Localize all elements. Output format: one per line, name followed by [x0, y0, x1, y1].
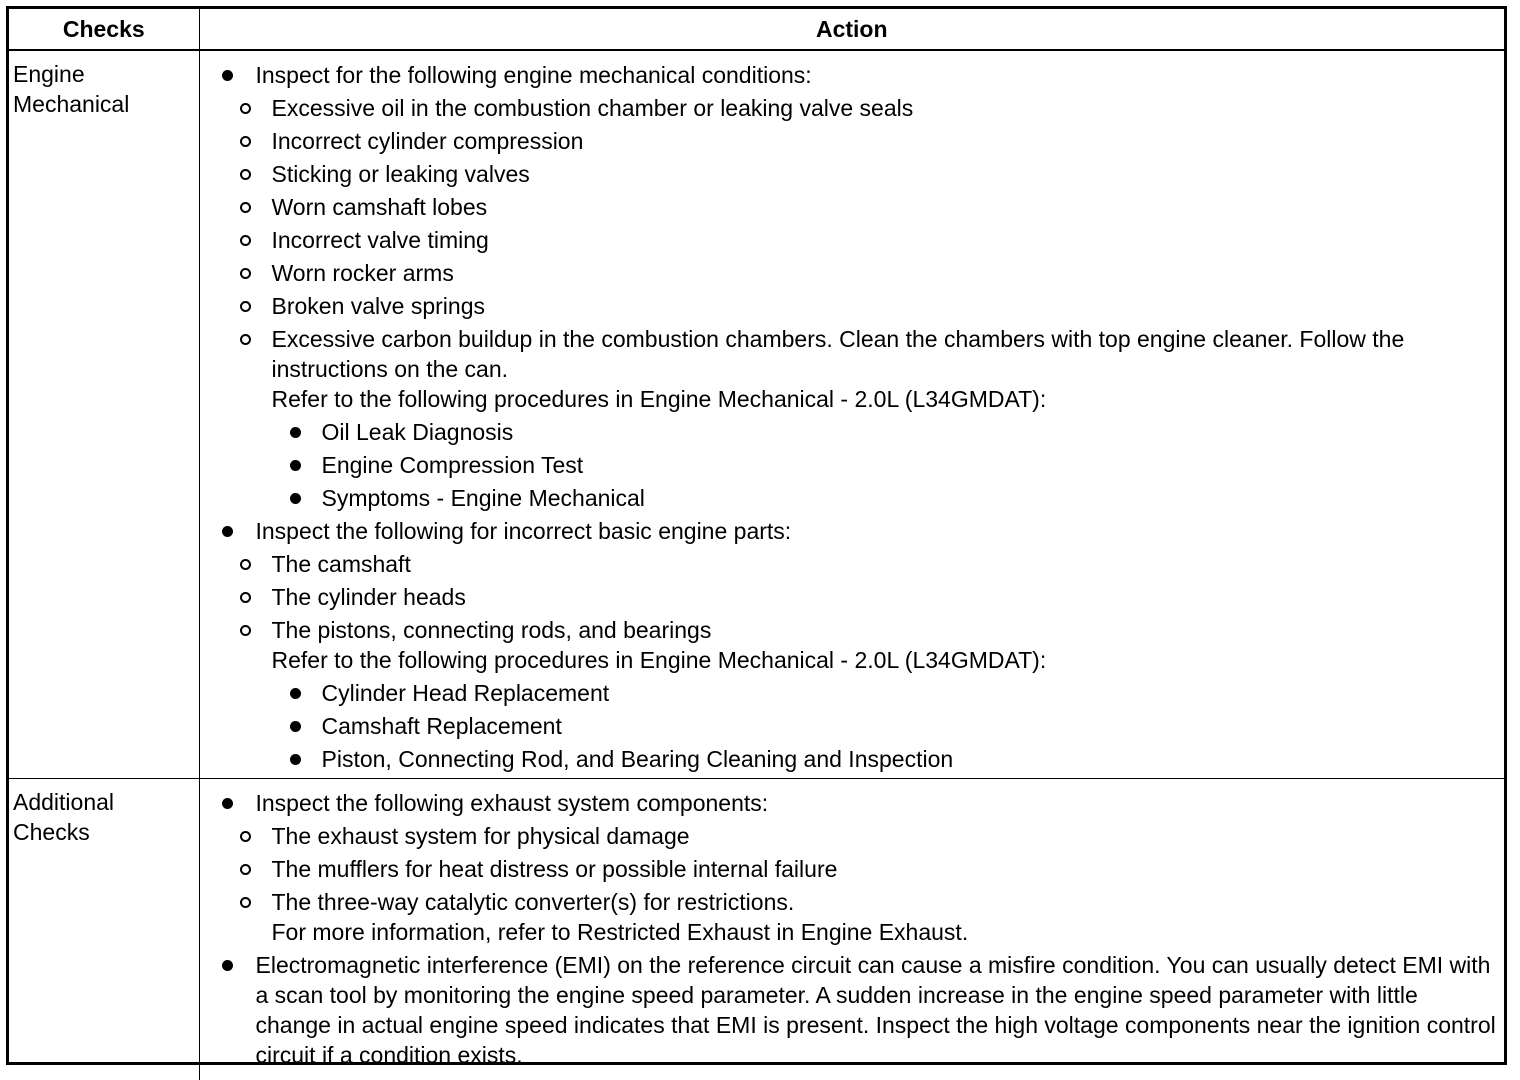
sub-item-text: The cylinder heads [272, 582, 1497, 612]
sub-item-text: The three-way catalytic converter(s) for restrictions. [272, 887, 1497, 917]
sub-item-text: The exhaust system for physical damage [272, 821, 1497, 851]
procedure-item [272, 450, 1497, 480]
action-bullet [222, 516, 1497, 774]
header-row [9, 9, 1504, 50]
sub-item [222, 582, 1497, 612]
open-bullet-icon [240, 301, 251, 312]
open-bullet-icon [240, 864, 251, 875]
open-bullet-icon [240, 103, 251, 114]
bullet-text: Electromagnetic interference (EMI) on the reference circuit can cause a misfire condition. You can usually detect EMI with a scan tool by monitoring the engine speed parameter. A sudden increase in the engine speed parameter with little change in actual engine speed indicates that EMI is present. Inspect the high voltage components near the ignition control circuit if a condition exists. [256, 950, 1497, 1070]
sub-item [222, 324, 1497, 384]
open-bullet-icon [240, 592, 251, 603]
action-cell [199, 50, 1504, 779]
sub-item [222, 821, 1497, 851]
sub-item [222, 192, 1497, 222]
bullet-text: Inspect the following for incorrect basic engine parts: [256, 516, 1497, 546]
sub-item-text: The pistons, connecting rods, and bearings [272, 615, 1497, 645]
sub-item-text: The mufflers for heat distress or possible internal failure [272, 854, 1497, 884]
procedure-item [272, 711, 1497, 741]
refer-text: For more information, refer to Restricted Exhaust in Engine Exhaust. [222, 917, 1497, 947]
filled-bullet-icon [290, 688, 301, 699]
filled-bullet-icon [222, 960, 233, 971]
sub-item-text: Worn camshaft lobes [272, 192, 1497, 222]
action-bullet [222, 60, 1497, 513]
sub-item [222, 549, 1497, 579]
sub-item [222, 225, 1497, 255]
filled-bullet-icon [290, 754, 301, 765]
header-action: Action [199, 9, 1504, 50]
procedure-text: Engine Compression Test [322, 450, 1497, 480]
diagnostic-table-frame [6, 6, 1507, 1065]
diagnostic-table [9, 9, 1504, 1080]
filled-bullet-icon [290, 460, 301, 471]
sub-item [222, 887, 1497, 917]
table-row [9, 779, 1504, 1080]
sub-item [222, 93, 1497, 123]
refer-text: Refer to the following procedures in Engine Mechanical - 2.0L (L34GMDAT): [222, 645, 1497, 675]
sub-item [222, 126, 1497, 156]
procedure-text: Oil Leak Diagnosis [322, 417, 1497, 447]
procedure-item [272, 483, 1497, 513]
open-bullet-icon [240, 136, 251, 147]
sub-item [222, 258, 1497, 288]
check-cell-engine-mechanical: Engine Mechanical [9, 50, 199, 779]
action-bullet [222, 950, 1497, 1070]
open-bullet-icon [240, 897, 251, 908]
sub-item-text: Broken valve springs [272, 291, 1497, 321]
table-row [9, 50, 1504, 779]
sub-item-text: Excessive oil in the combustion chamber or leaking valve seals [272, 93, 1497, 123]
sub-item-text: The camshaft [272, 549, 1497, 579]
filled-bullet-icon [222, 526, 233, 537]
filled-bullet-icon [290, 493, 301, 504]
action-cell [199, 779, 1504, 1080]
procedure-text: Camshaft Replacement [322, 711, 1497, 741]
open-bullet-icon [240, 334, 251, 345]
procedure-text: Cylinder Head Replacement [322, 678, 1497, 708]
open-bullet-icon [240, 235, 251, 246]
filled-bullet-icon [290, 721, 301, 732]
refer-text: Refer to the following procedures in Engine Mechanical - 2.0L (L34GMDAT): [222, 384, 1497, 414]
header-checks: Checks [9, 9, 199, 50]
procedure-item [272, 417, 1497, 447]
open-bullet-icon [240, 559, 251, 570]
open-bullet-icon [240, 268, 251, 279]
procedure-item [272, 678, 1497, 708]
procedure-text: Symptoms - Engine Mechanical [322, 483, 1497, 513]
check-cell-additional-checks: Additional Checks [9, 779, 199, 1080]
procedure-text: Piston, Connecting Rod, and Bearing Cleaning and Inspection [322, 744, 1497, 774]
sub-item [222, 159, 1497, 189]
sub-item-text: Incorrect valve timing [272, 225, 1497, 255]
open-bullet-icon [240, 202, 251, 213]
open-bullet-icon [240, 169, 251, 180]
action-bullet [222, 788, 1497, 947]
procedure-item [272, 744, 1497, 774]
open-bullet-icon [240, 831, 251, 842]
open-bullet-icon [240, 625, 251, 636]
bullet-text: Inspect the following exhaust system components: [256, 788, 1497, 818]
filled-bullet-icon [222, 70, 233, 81]
filled-bullet-icon [290, 427, 301, 438]
bullet-text: Inspect for the following engine mechanical conditions: [256, 60, 1497, 90]
sub-item [222, 615, 1497, 645]
sub-item-text: Excessive carbon buildup in the combustion chambers. Clean the chambers with top engine cleaner. Follow the instructions on the can. [272, 324, 1497, 384]
sub-item-text: Sticking or leaking valves [272, 159, 1497, 189]
sub-item-text: Worn rocker arms [272, 258, 1497, 288]
sub-item-text: Incorrect cylinder compression [272, 126, 1497, 156]
filled-bullet-icon [222, 798, 233, 809]
sub-item [222, 291, 1497, 321]
sub-item [222, 854, 1497, 884]
